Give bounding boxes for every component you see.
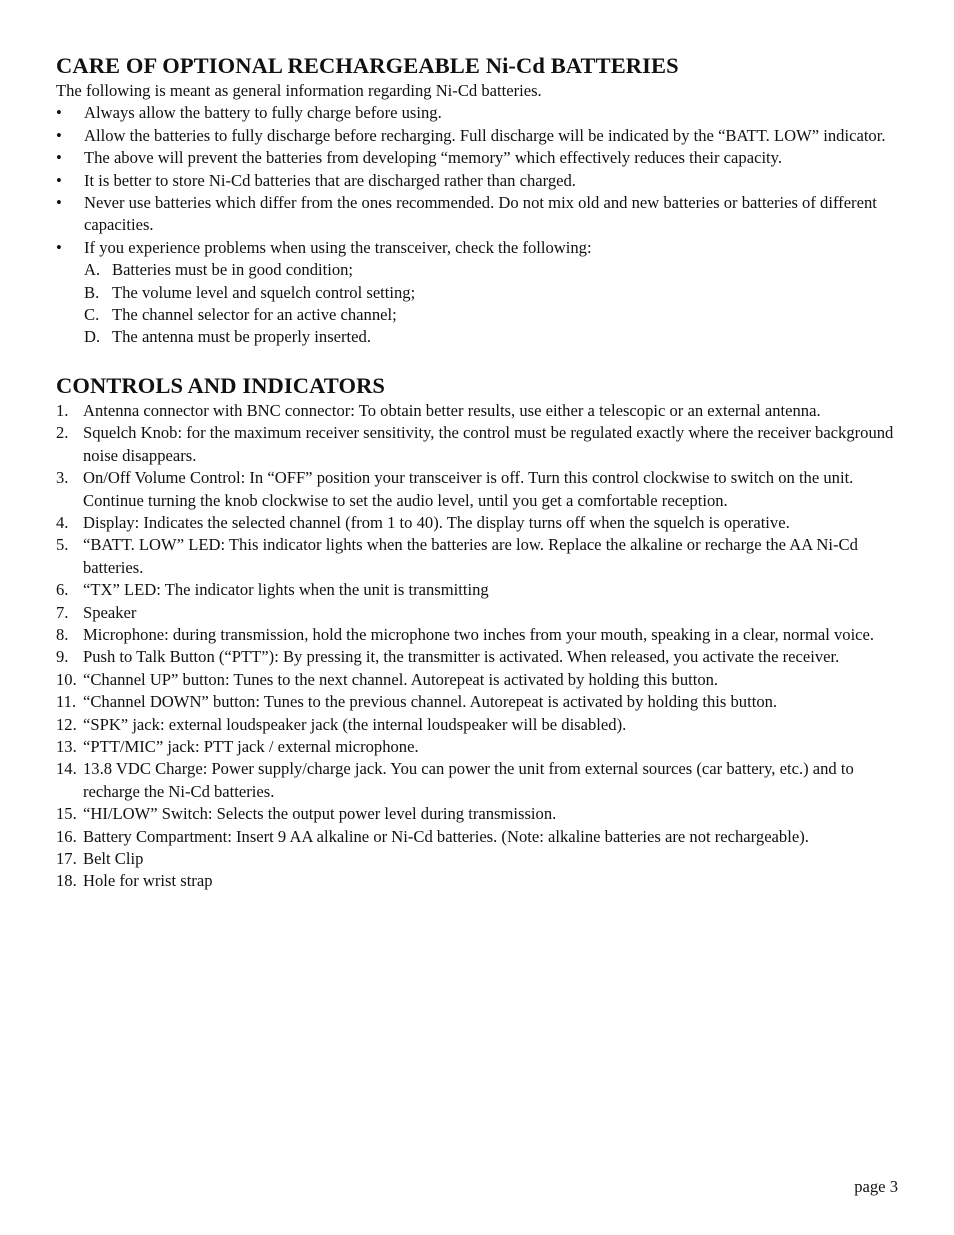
item-number: 9. <box>56 647 69 667</box>
item-number: 16. <box>56 826 77 846</box>
item-text: “Channel UP” button: Tunes to the next channel. Autorepeat is activated by holding this button. <box>83 669 719 689</box>
list-item <box>56 237 898 349</box>
list-item <box>56 512 898 534</box>
list-item <box>56 125 898 147</box>
bullet-marker: • <box>56 103 62 123</box>
battery-care-intro: The following is meant as general information regarding Ni-Cd batteries. <box>56 81 542 100</box>
list-item <box>56 848 898 870</box>
list-item <box>56 758 898 803</box>
item-text: Microphone: during transmission, hold the microphone two inches from your mouth, speaking in a clear, normal voice. <box>83 624 875 644</box>
check-marker: B. <box>84 282 100 302</box>
bullet-text: Allow the batteries to fully discharge before recharging. Full discharge will be indicated by the “BATT. LOW” indicator. <box>84 125 886 145</box>
check-marker: D. <box>84 327 101 347</box>
check-text: The channel selector for an active channel; <box>112 305 397 325</box>
item-text: “HI/LOW” Switch: Selects the output power level during transmission. <box>83 804 557 824</box>
bullet-marker: • <box>56 170 62 190</box>
list-item <box>56 192 898 237</box>
bullet-text: The above will prevent the batteries from developing “memory” which effectively reduces their capacity. <box>84 148 783 168</box>
check-text: Batteries must be in good condition; <box>112 260 354 280</box>
item-text: Display: Indicates the selected channel (from 1 to 40). The display turns off when the squelch is operative. <box>83 512 790 532</box>
bullet-text: Always allow the battery to fully charge before using. <box>84 103 442 123</box>
item-text: “PTT/MIC” jack: PTT jack / external microphone. <box>83 736 419 756</box>
item-text: Belt Clip <box>83 849 144 868</box>
check-text: The antenna must be properly inserted. <box>112 327 371 347</box>
list-item <box>84 304 898 326</box>
item-number: 6. <box>56 580 69 600</box>
bullet-marker: • <box>56 148 62 168</box>
controls-section <box>56 372 898 893</box>
list-item <box>56 669 898 691</box>
list-item <box>56 467 898 512</box>
list-item <box>56 691 898 713</box>
item-text: “SPK” jack: external loudspeaker jack (the internal loudspeaker will be disabled). <box>83 714 627 734</box>
item-text: Hole for wrist strap <box>83 871 213 891</box>
item-number: 15. <box>56 804 77 824</box>
check-text: The volume level and squelch control setting; <box>112 282 416 302</box>
document-page <box>56 52 898 893</box>
item-text: Antenna connector with BNC connector: To obtain better results, use either a telescopic or an external antenna. <box>83 400 821 420</box>
item-number: 17. <box>56 849 77 868</box>
list-item <box>56 170 898 192</box>
bullet-marker: • <box>56 125 62 145</box>
bullet-marker: • <box>56 237 62 257</box>
item-text: “TX” LED: The indicator lights when the unit is transmitting <box>83 580 489 600</box>
list-item <box>56 736 898 758</box>
item-text: Squelch Knob: for the maximum receiver sensitivity, the control must be regulated exactly where the receiver background noise disappears. <box>83 423 894 465</box>
list-item <box>84 282 898 304</box>
item-number: 11. <box>56 692 77 712</box>
item-text: “Channel DOWN” button: Tunes to the previous channel. Autorepeat is activated by holding this button. <box>83 692 778 712</box>
item-number: 3. <box>56 468 69 488</box>
list-item <box>56 870 898 892</box>
troubleshooting-checklist <box>84 259 898 349</box>
item-number: 14. <box>56 759 77 779</box>
list-item <box>56 579 898 601</box>
item-text: Push to Talk Button (“PTT”): By pressing it, the transmitter is activated. When released, you activate the receiver. <box>83 647 840 667</box>
list-item <box>56 714 898 736</box>
bullet-marker: • <box>56 193 62 213</box>
list-item <box>56 422 898 467</box>
list-item <box>56 534 898 579</box>
item-number: 8. <box>56 624 69 644</box>
item-text: 13.8 VDC Charge: Power supply/charge jack. You can power the unit from external sources (car battery, etc.) and to recharge the Ni-Cd batteries. <box>83 759 854 801</box>
check-marker: A. <box>84 260 101 280</box>
item-number: 13. <box>56 736 77 756</box>
page-number: page 3 <box>854 1177 898 1196</box>
item-text: On/Off Volume Control: In “OFF” position your transceiver is off. Turn this control clockwise to switch on the unit. Continue turning the knob clockwise to set the audio level, until you get a comfortable reception. <box>83 468 854 510</box>
item-text: Speaker <box>83 602 137 622</box>
check-marker: C. <box>84 305 100 325</box>
battery-care-list <box>56 102 898 348</box>
battery-care-heading: CARE OF OPTIONAL RECHARGEABLE Ni-Cd BATTERIES <box>56 53 679 78</box>
item-number: 1. <box>56 400 69 420</box>
item-text: “BATT. LOW” LED: This indicator lights when the batteries are low. Replace the alkaline or recharge the AA Ni-Cd batteries. <box>83 535 858 577</box>
list-item <box>56 803 898 825</box>
battery-care-section <box>56 52 898 349</box>
item-text: Battery Compartment: Insert 9 AA alkaline or Ni-Cd batteries. (Note: alkaline batteries are not rechargeable). <box>83 826 809 846</box>
list-item <box>56 624 898 646</box>
bullet-text: If you experience problems when using the transceiver, check the following: <box>84 237 592 257</box>
item-number: 18. <box>56 871 77 891</box>
item-number: 10. <box>56 669 77 689</box>
bullet-text: Never use batteries which differ from the ones recommended. Do not mix old and new batteries or batteries of different capacities. <box>84 193 877 235</box>
list-item <box>56 646 898 668</box>
item-number: 2. <box>56 423 69 443</box>
item-number: 12. <box>56 714 77 734</box>
list-item <box>56 602 898 624</box>
list-item <box>84 326 898 348</box>
list-item <box>56 102 898 124</box>
list-item <box>56 147 898 169</box>
list-item <box>56 826 898 848</box>
list-item <box>56 400 898 422</box>
item-number: 5. <box>56 535 69 555</box>
item-number: 4. <box>56 512 69 532</box>
controls-list <box>56 400 898 893</box>
controls-heading: CONTROLS AND INDICATORS <box>56 372 386 398</box>
item-number: 7. <box>56 602 69 622</box>
list-item <box>84 259 898 281</box>
bullet-text: It is better to store Ni-Cd batteries that are discharged rather than charged. <box>84 170 576 190</box>
